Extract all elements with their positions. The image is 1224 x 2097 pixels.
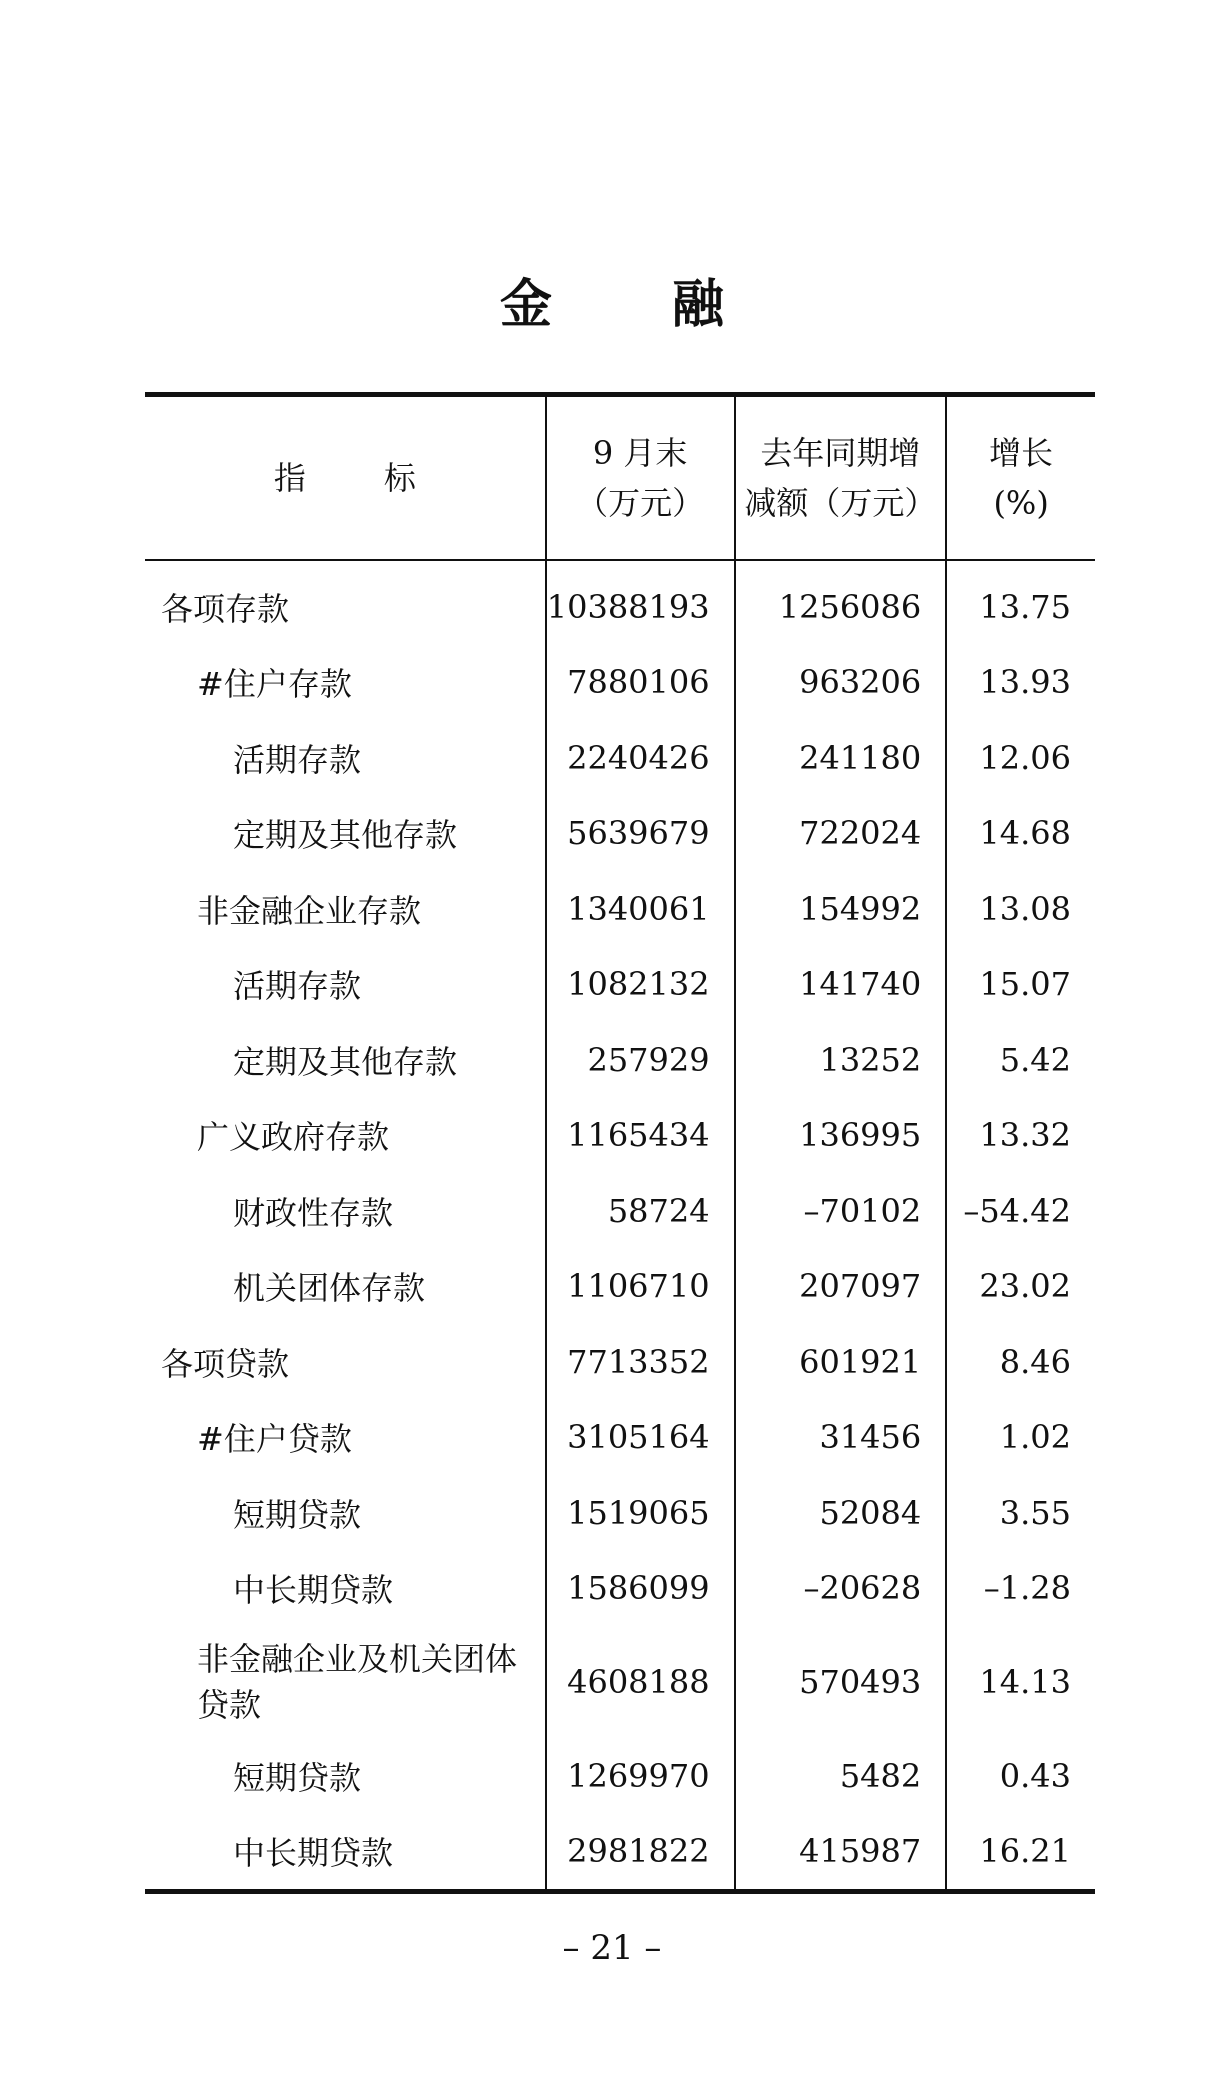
cell-growth: 5.42	[946, 1022, 1095, 1098]
cell-change: 5482	[735, 1738, 947, 1814]
cell-value: 10388193	[546, 560, 735, 645]
row-label: 各项贷款	[161, 1344, 290, 1383]
cell-change: 207097	[735, 1249, 947, 1325]
cell-value: 1340061	[546, 871, 735, 947]
cell-growth: 13.93	[946, 645, 1095, 721]
cell-growth: 3.55	[946, 1475, 1095, 1551]
cell-value: 4608188	[546, 1626, 735, 1738]
cell-change: 52084	[735, 1475, 947, 1551]
table-row	[145, 1475, 1095, 1551]
table-header-row	[145, 395, 1095, 561]
cell-value: 7713352	[546, 1324, 735, 1400]
cell-change: –70102	[735, 1173, 947, 1249]
header-growth: 增长 (%)	[946, 395, 1095, 561]
row-label: 活期存款	[233, 740, 362, 779]
table-row	[145, 1249, 1095, 1325]
row-label: 机关团体存款	[233, 1269, 426, 1308]
cell-growth: 14.13	[946, 1626, 1095, 1738]
cell-value: 1082132	[546, 947, 735, 1023]
cell-growth: 15.07	[946, 947, 1095, 1023]
cell-value: 58724	[546, 1173, 735, 1249]
cell-change: 154992	[735, 871, 947, 947]
table-row	[145, 796, 1095, 872]
cell-value: 7880106	[546, 645, 735, 721]
cell-change: 241180	[735, 720, 947, 796]
cell-change: 31456	[735, 1400, 947, 1476]
cell-value: 1269970	[546, 1738, 735, 1814]
cell-growth: 8.46	[946, 1324, 1095, 1400]
table-row	[145, 871, 1095, 947]
row-label: 非金融企业存款	[197, 891, 422, 930]
row-label: 非金融企业及机关团体 贷款	[197, 1640, 518, 1724]
table-row	[145, 1814, 1095, 1892]
cell-growth: –54.42	[946, 1173, 1095, 1249]
table-row	[145, 645, 1095, 721]
page-number: – 21 –	[562, 1928, 662, 1968]
cell-growth: 16.21	[946, 1814, 1095, 1892]
cell-growth: –1.28	[946, 1551, 1095, 1627]
cell-value: 1165434	[546, 1098, 735, 1174]
row-label: #住户贷款	[197, 1420, 352, 1459]
cell-change: 601921	[735, 1324, 947, 1400]
header-indicator: 指 标	[145, 395, 546, 561]
cell-growth: 13.75	[946, 560, 1095, 645]
cell-value: 2240426	[546, 720, 735, 796]
cell-value: 3105164	[546, 1400, 735, 1476]
cell-change: 1256086	[735, 560, 947, 645]
table-row	[145, 1400, 1095, 1476]
table-row	[145, 560, 1095, 645]
cell-change: 141740	[735, 947, 947, 1023]
cell-growth: 13.32	[946, 1098, 1095, 1174]
cell-change: –20628	[735, 1551, 947, 1627]
cell-growth: 1.02	[946, 1400, 1095, 1476]
row-label: 中长期贷款	[233, 1571, 394, 1610]
cell-value: 1586099	[546, 1551, 735, 1627]
row-label: 定期及其他存款	[233, 1042, 458, 1081]
header-september-end: 9 月末 （万元）	[546, 395, 735, 561]
table-row	[145, 1173, 1095, 1249]
title-char-2: 融	[672, 275, 725, 335]
cell-change: 13252	[735, 1022, 947, 1098]
cell-growth: 13.08	[946, 871, 1095, 947]
cell-growth: 14.68	[946, 796, 1095, 872]
row-label: 定期及其他存款	[233, 816, 458, 855]
cell-change: 963206	[735, 645, 947, 721]
row-label: 广义政府存款	[197, 1118, 390, 1157]
cell-growth: 12.06	[946, 720, 1095, 796]
row-label: 中长期贷款	[233, 1834, 394, 1873]
cell-change: 415987	[735, 1814, 947, 1892]
table-row	[145, 947, 1095, 1023]
table-row	[145, 1324, 1095, 1400]
cell-value: 1106710	[546, 1249, 735, 1325]
row-label: 短期贷款	[233, 1495, 362, 1534]
row-label: 各项存款	[161, 589, 290, 628]
table-row	[145, 1551, 1095, 1627]
cell-change: 722024	[735, 796, 947, 872]
table-row	[145, 1098, 1095, 1174]
cell-value: 2981822	[546, 1814, 735, 1892]
row-label: 活期存款	[233, 967, 362, 1006]
table-row	[145, 1738, 1095, 1814]
header-yoy-change: 去年同期增 减额（万元）	[735, 395, 947, 561]
table-row	[145, 720, 1095, 796]
finance-table	[145, 392, 1095, 1894]
cell-growth: 0.43	[946, 1738, 1095, 1814]
cell-value: 5639679	[546, 796, 735, 872]
row-label: 短期贷款	[233, 1758, 362, 1797]
row-label: 财政性存款	[233, 1193, 394, 1232]
title-char-1: 金	[499, 275, 552, 335]
cell-change: 570493	[735, 1626, 947, 1738]
page-title	[0, 262, 1224, 337]
cell-growth: 23.02	[946, 1249, 1095, 1325]
table-row	[145, 1626, 1095, 1738]
cell-value: 1519065	[546, 1475, 735, 1551]
table-row	[145, 1022, 1095, 1098]
cell-change: 136995	[735, 1098, 947, 1174]
row-label: #住户存款	[197, 665, 352, 704]
cell-value: 257929	[546, 1022, 735, 1098]
